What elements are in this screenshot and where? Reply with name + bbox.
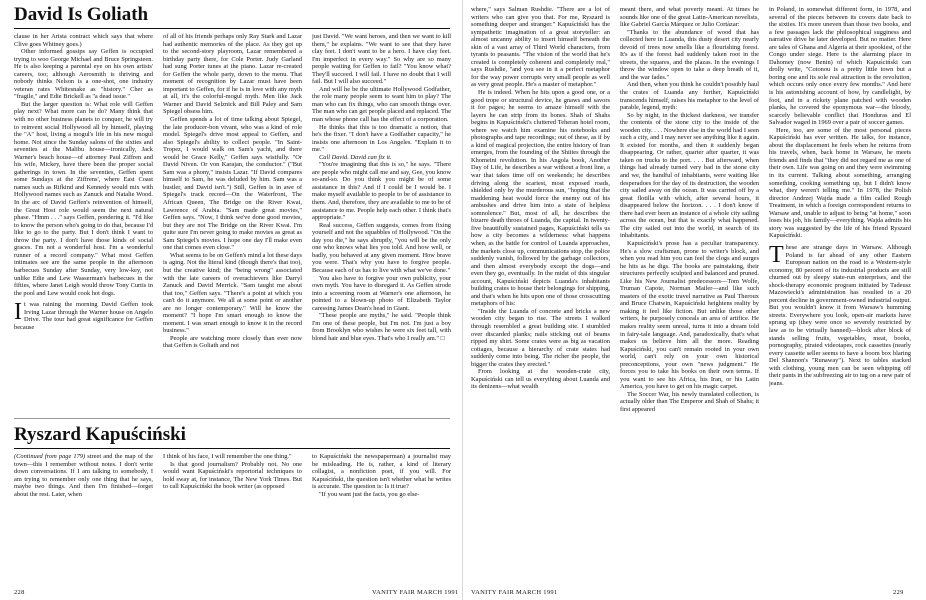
paragraph: And will he be the ultimate Hollywood Godfather, the role many people seem to want him to play? The man who can fix things, who can smooth things over. The man who can get people placed and replaced. The man whose phone call has the effect of a corporation. [312,85,451,124]
paragraph: And then, when you think he couldn't possibly haul the crates of Luanda any further, Kapuściński transcends himself, raises his metaphor to the level of parable, legend, myth: [620,81,759,112]
right-page [463,0,926,600]
magazine-folio: VANITY FAIR MARCH 1991 [372,589,459,596]
paragraph: where," says Salman Rushdie. "There are a lot of writers who can give you that. For me, Ryszard is something deeper and stranger." Kapuściński has the sympathetic imagination of a great storyteller: an almost uncanny ability to insert himself beneath the skin of a vast array of Third World characters, from tyrants to peasants. "The vision of the world that he's created is completely coherent and completely real," says Rushdie, "and you see in it a perfect metaphor for the way power corrupts very small people as well as very great people. He's a master of metaphor." [471,6,610,89]
paragraph: What seems to be on Geffen's mind a lot these days is aging. Not the literal kind (though there's that too), but the creative kind; the "being wrong" associated with the late careers of overachievers like Darryl Zanuck and David Merrick. "Sam taught me about that too," Geffen says. "There's a point at which you can't do it anymore. We all at some point or another are no longer contemporary." Will he know the moment? "I hope I'm smart enough to know the moment. I was smart enough to know it in the record business." [163,251,302,335]
paragraph: The Soccer War, his newly translated collection, is actually older than The Emperor and Shah of Shahs; it first appeared [620,390,759,413]
geffen-column-3 [312,33,451,412]
paragraph: in Poland, in somewhat different form, in 1978, and several of the pieces between its covers date back to the sixties. It's more uneven than those two books, and a few passages lack the philosophical sugginess and narrative drive he later developed. But no matter. Here are tales of Ghana and Algeria at their spookiest, of the Congo under siege. Here is the alarming place in Dahomey (now Benin) of which Kapuściński can drolly write, "Cotonou is a pretty little town but a boring one and its sole real attraction is the revolution, which occurs only once every few months." And here is his astonishing account of how, by candlelight, by foot, and in a rickety plane patched with wooden planks, he covered the eponymous war—the bloody, scarcely believable conflict that Honduras and El Salvador waged in 1969 over a pair of soccer games. [769,6,911,127]
kapuscinski-column-1 [14,453,153,580]
title-rule [14,28,450,29]
kapuscinski-column-3 [312,453,451,580]
paragraph: "These people are myths," he said. "People think I'm one of these people, but I'm not. I'm just a boy from Brooklyn who wishes he were six feet tall, with blond hair and blue eyes. That's who I really am." □ [312,312,451,342]
paragraph: Here, too, are some of the most personal pieces Kapuściński has ever written. He talks, for instance, about the displacement he feels when he returns from his travels, when, back home in Warsaw, he meets friends and finds that "they did not regard me as one of their own. Life was going on and they were swimming in its current. Talking about something, arranging something, cooking something up, but I didn't know what, they weren't telling me." In 1978, the Polish director Andrzej Wajda made a film called Rough Treatment, in which a foreign correspondent returns to Warsaw and, unable to adjust to being "at home," soon loses his job, his family—everything. Wajda admits his story was suggested by the life of his friend Ryszard Kapuściński. [769,126,911,240]
magazine-folio: VANITY FAIR MARCH 1991 [471,589,558,596]
kapuscinski-column-2 [163,453,302,580]
page-number: 229 [893,589,904,596]
paragraph: Is that good journalism? Probably not. No one would want Kapuściński's reportorial techniques to hold sway at, for instance, The New York Times. But to call Kapuściński the book writer (as opposed [163,460,302,491]
drop-cap: I [14,299,22,326]
paragraph: He is indeed. When he hits upon a good one, or a good trope or structural device, he gnaws and savors it for pages; he seems to amaze himself with the layers he can strip from its bones. Shah of Shahs begins in Kapuściński's cluttered Teheran hotel room, where we watch him examine his notebooks and photographs and tape recordings; out of these, as if by a kind of magical projection, the entire history of Iran emerges, from the founding of the Shiites through the Khomeini revolution. In his Angola book, Another Day of Life, he describes a war without a front line, a war that takes time off on weekends; he describes driving along the scariest, most exposed roads, shielded only by the murderous sun, "hoping that the maddening heat would force the enemy out of his ambushes and drive him into a state of helpless somnolence." But, most of all, he describes the bizarre death throes of Luanda, the capital. In twenty-five beautifully sustained pages, Kapuściński tells us how a city becomes a wilderness: what happens when, as the battle for control of Luanda approaches, the markets close up, communications stop, the police suddenly vanish, followed by the garbage collectors, and then almost everybody except the dogs—and even they go, eventually. In the midst of this singular account, Kapuściński depicts Luanda's inhabitants building crates to house their belongings for shipping, and that's when he hits upon one of those crosscutting metaphors of his: [471,89,610,308]
kapuscinski-column-6 [769,6,911,586]
paragraph: I think of his face, I will remember the one thing." [163,453,292,460]
paragraph: "If you want just the facts, you go else- [319,490,420,498]
paragraph: Other informed gossips say Geffen is occupied trying to woo George Michael and Bruce Springsteen. He is also keeping a parental eye on his own artists' careers, too; although Aerosmith is thriving and nobody thinks Nelson is a one-shot, one industry veteran rates Whitesnake as "history." Cher as "fragile," and Edie Brickell as "a dead issue." [14,48,153,101]
drop-cap: T [769,241,784,268]
paragraph: of all of his friends perhaps only Ray Stark and Lazar had authentic memories of the place. As they got up to the second-story playroom, Lazar remembered a birthday party there, for Cole Porter. Judy Garland had sung Porter tunes at the piano. Lazar re-created for Geffen the whole party, down to the menu. That moment of recognition by Lazar must have been important to Geffen, for if he is in love with any myth at all, it's the colorful-mogul myth. Men like Jack Warner and David Selznick and Bill Paley and Sam Spiegel obsess him. [163,33,302,116]
paragraph: So by night, in the thickest darkness, we transfer the contents of the stone city to the inside of the wooden city. . . . Nowhere else in the world had I seen such a city, and I may never see anything like it again. It existed for months, and then it suddenly began disappearing. Or rather, quarter after quarter, it was taken on trucks to the port. . . . But afterward, when things had already turned very bad in the stone city and we, the handful of inhabitants, were waiting like desperadoes for the day of its destruction, the wooden city sailed away on the ocean. It was carried off by a great flotilla with which, after several hours, it disappeared below the horizon. . . . I don't know if there had ever been an instance of a whole city sailing across the ocean, but that is exactly what happened. The city sailed out into the world, in search of its inhabitants. [620,111,759,240]
paragraph: Call David. David can fix it. [319,153,392,161]
paragraph: But the larger question is: What role will Geffen play next? What more can he do? Many think that with no other business planets to conquer, he will try to reinvent social Hollywood all by himself, playing the "A" host, living a mogul's life in his new mogul home. Not since the Sunday salons of the sixties and seventies at the Malibu house—ironically, Jack Warner's beach house—of attorney Paul Ziffren and his wife, Mickey, have there been the proper social gatherings in town. In the seventies, Geffen spent some Sundays at the Ziffrens', where East Coast names such as Rifkind and Kennedy would mix with Hollywood names such as Zanuck and Natalie Wood. In the arc of David Geffen's reinvention of himself, the Great Host role would seem the next natural phase. "Hmm . . ." says Geffen, pondering it. "I'd like to know the person who's going to do that, because I'd like to go to the party. But I don't think I want to throw the party. I don't have those kinds of social graces. I'm not a wonderful host. I'm a wonderful runner of a record company." What most Geffen intimates see are the same people in the afternoon barbecues Sunday after Sunday, very low-key, not unlike Edie and Lew Wasserman's barbecues in the fifties, where Janet Leigh would throw Tony Curtis in the pool and Lew would cook hot dogs. [14,100,153,297]
paragraph: It was raining the morning David Geffen took Irving Lazar through the Warner house on Angelo Drive. The tour had great significance for Geffen because [14,299,153,331]
paragraph: Kapuściński's prose has a peculiar transparency. He's a slow craftsman, prone to writer's block, and when you read him you can feel the clogs and surges he hits as he digs. The books are painstaking, their structures perfectly sculpted and balanced and pruned. Like his New Journalist predecessors—Tom Wolfe, Truman Capote, Norman Mailer—and like such masters of the exotic travel narrative as Paul Theroux and Bruce Chatwin, Kapuściński heightens reality by making it feel like fiction. But unlike those other writers, he purposely conceals an area of artifice. He makes reality seem unreal, turns it into a dream told in fairy-tale language. And, paradoxically, that's what makes us believe him all the more. Reading Kapuściński, you can't remain rooted in your own world, can't rely on your own historical preconceptions, your own "news judgment." He forces you to take his books on their own terms. If you want to see his Africa, his Iran, or his Latin America, you have to get on his magic carpet. [620,239,759,391]
paragraph: just David. "We want heroes, and then we want to kill them," he explains. "We want to see that they have clay feet. I don't want to be a hero. I have clay feet. I'm imperfect in every way." So why are so many people waiting for Geffen to fail? "You know what? They'll succeed. I will fail. I have no doubt that I will fail. But I will also succeed." [312,33,451,86]
paragraph: to Kapuściński the newspaperman) a journalist may be misleading. He is, rather, a kind of literary collagist, a nonfiction poet, if you will. For Kapuściński, the question isn't whether what he writes is accurate. The question is: Is it true? [312,453,451,491]
geffen-column-2 [163,33,302,412]
paragraph: You also have to forgive your own publicity, your own myth. You have to disregard it. As Geffen strode into a screening room at Warner's one afternoon, he pointed to a blown-up photo of Elizabeth Taylor caressing James Dean's head in Giant. [312,274,451,312]
paragraph: People are watching more closely than ever now that Geffen is Goliath and not [163,334,302,350]
paragraph: These are strange days in Warsaw. Although Poland is far ahead of any other Eastern European nation on the road to a Western-style economy, 80 percent of its industrial products are still churned out by sleepy state-run enterprises, and the shock-therapy economic program initiated by Tadeusz Mazowiecki's administration has resulted in a 20 percent decline in government-owned industrial output. But you wouldn't know it from Warsaw's humming streets. Everywhere you look, open-air markets have sprung up (they were once so severely restricted by law as to be virtually banned)—block after block of stands selling fruits, vegetables, meat, books, pornography, pirated videotapes, rock cassettes (nearly every cassette seller seems to have a boom box blaring Del Shannon's "Runaway"). Next to tables stacked with clothing, young men can be seen whipping off their pants in the subfreezing air to tug on a new pair of jeans. [769,241,911,387]
section-separator [14,418,450,419]
paragraph: Real success, Geffen suggests, comes from fixing yourself and not the squabbles of Hollywood. "On the day you die," he says abruptly, "you will be the only one who knows what lies you told. And how well, or badly, you behaved at any given moment. How brave you were. That's why you have to forgive people. Because each of us has to live with what we've done." [312,221,451,274]
page-number: 228 [14,589,25,596]
paragraph: meant there, and what poverty meant. At times he sounds like one of the great Latin-American novelists, like Gabriel García Márquez or Julio Cortázar: [620,6,759,29]
article-title-kapuscinski: Ryszard Kapuściński [14,424,186,445]
paragraph: "Thanks to the abundance of wood that has collected here in Luanda, this dusty desert city nearly devoid of trees now smells like a flourishing forest. It's as if the forest had suddenly taken root in the streets, the squares, and the plazas. In the evenings I throw the window open to take a deep breath of it, and the war fades." [620,28,759,81]
paragraph: clause in her Arista contract which says that where Clive goes Whitney goes.) [14,33,153,48]
paragraph: Geffen spends a lot of time talking about Spiegel, the late producer-bon vivant, who was a kind of role model. Spiegel's drive most appeal to Geffen, and also Spiegel's ability to collect people. "In Saint-Tropez, I would walk on Sam's yacht, and there would be Grace Kelly," Geffen says wistfully. "Or David Niven. Or von Karajan, the conductor." ("But Sam was a phony," insists Lazar. "If David compares himself to Sam, he was deluded by him. Sam was a hustler, and David isn't.") Still, Geffen is in awe of Spiegel's track record—On the Waterfront, The African Queen, The Bridge on the River Kwai, Lawrence of Arabia. "Sam made great movies," Geffen says. "Now, I think we've done good movies, but they are not The Bridge on the River Kwai. I'm quite sure I'm never going to make movies as great as Sam Spiegel's movies. I hope one day I'll make even one that comes even close." [163,116,302,252]
article-title-geffen: David Is Goliath [14,4,149,25]
paragraph: He thinks that this is too dramatic a notion, that he's the fixer. "I don't have a Godfather capacity," he insists one afternoon in Los Angeles. "Explain it to me." [312,123,451,154]
kapuscinski-column-5 [620,6,759,586]
title-rule [14,448,450,449]
paragraph: "Inside the Luanda of concrete and bricks a new wooden city began to rise. The streets I walked through resembled a great building site. I stumbled over discarded planks; nails sticking out of beams ripped my shirt. Some crates were as big as vacation cottages, because a hierarchy of crate states had suddenly come into being. The richer the people, the bigger the crates they erected." [471,307,610,368]
paragraph: From looking at the wooden-crate city, Kapuściński can tell us everything about Luanda and its denizens—what wealth [471,368,610,391]
paragraph: (Continued from page 179) street and the map of the town—this I remember without notes. I don't write down conversations. If I am talking to somebody, I am trying to remember only one thing that he says, maybe two things. And then I'm finished—forget about the rest. Later, when [14,453,153,498]
paragraph: "You're imagining that this is so," he says. "There are people who might call me and say, Gee, you know so-and-so. Do you think you might be of some assistance in this? And if I could be I would be. I make myself available to people to be of assistance to them. And, therefore, they are available to me to be of assistance to me. People help each other. I think that's appropriate." [312,161,451,222]
kapuscinski-column-4 [471,6,610,586]
geffen-column-1 [14,33,153,412]
